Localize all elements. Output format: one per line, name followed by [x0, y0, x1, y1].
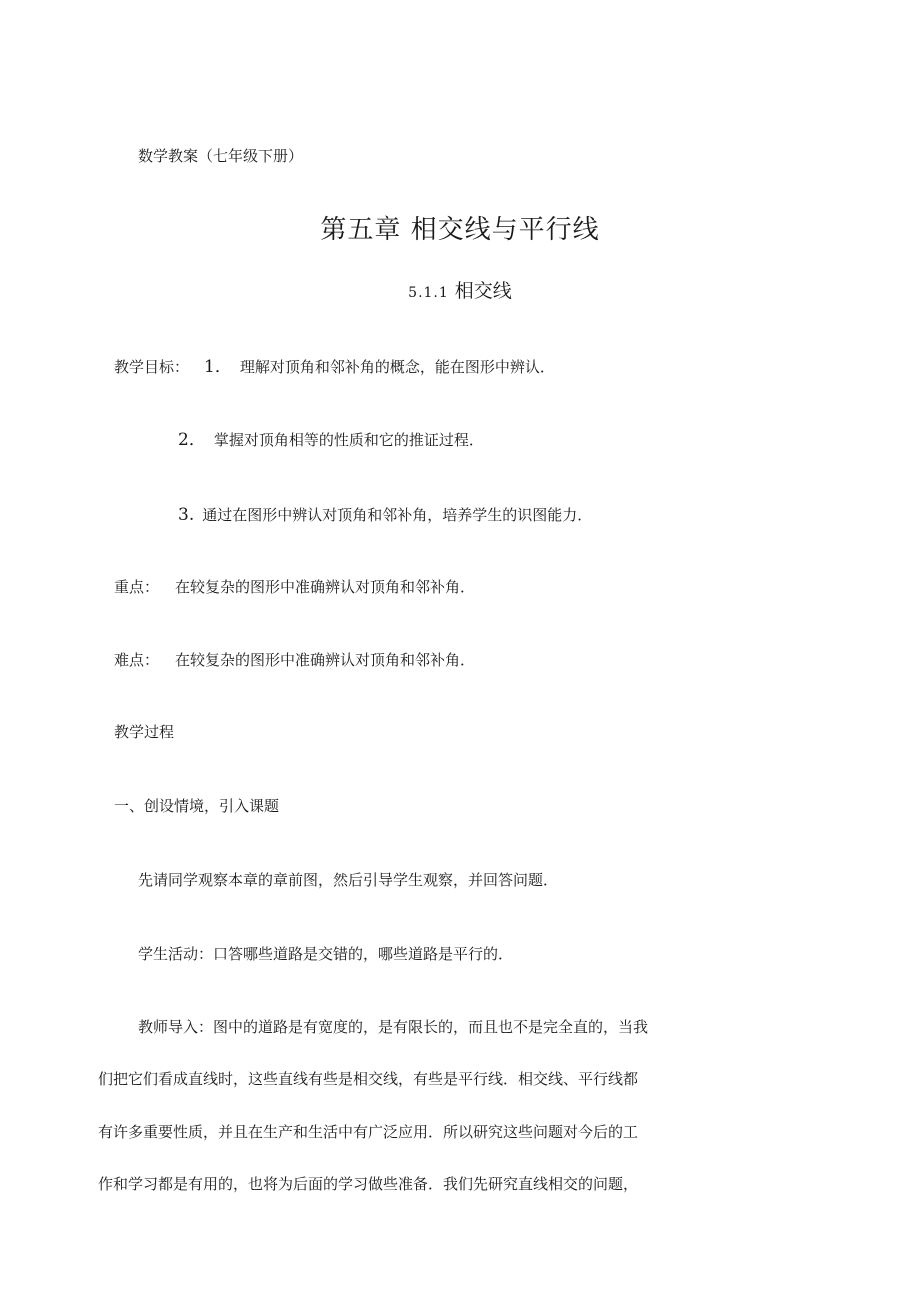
- paragraph-line: 学生活动：口答哪些道路是交错的，哪些道路是平行的．: [138, 945, 514, 963]
- objective-text: 通过在图形中辨认对顶角和邻补角，培养学生的识图能力．: [202, 506, 593, 524]
- objective-item: [204, 357, 555, 377]
- objective-number: 2．: [178, 430, 206, 450]
- paragraph-line: 先请同学观察本章的章前图，然后引导学生观察，并回答问题．: [138, 871, 559, 889]
- objective-item: [178, 505, 592, 525]
- difficulty: [114, 650, 475, 670]
- difficulty-text: 在较复杂的图形中准确辨认对顶角和邻补角．: [175, 651, 476, 669]
- objective-text: 掌握对顶角相等的性质和它的推证过程．: [213, 431, 484, 449]
- key-point-label: 重点：: [114, 578, 160, 596]
- chapter-title: 第五章 相交线与平行线: [320, 215, 600, 245]
- difficulty-label: 难点：: [114, 651, 160, 669]
- section-number: 5.1.1: [408, 285, 449, 301]
- objective-number: 1．: [204, 357, 232, 377]
- objective-text: 理解对顶角和邻补角的概念，能在图形中辨认．: [239, 358, 555, 376]
- process-title: 教学过程: [114, 723, 175, 741]
- key-point-text: 在较复杂的图形中准确辨认对顶角和邻补角．: [175, 578, 476, 596]
- paragraph-line: 有许多重要性质，并且在生产和生活中有广泛应用．所以研究这些问题对今后的工: [98, 1123, 639, 1141]
- objective-item: [178, 430, 484, 450]
- paragraph-line: 们把它们看成直线时，这些直线有些是相交线，有些是平行线．相交线、平行线都: [98, 1070, 639, 1088]
- objectives-label: 教学目标：: [114, 358, 190, 376]
- key-point: [114, 577, 475, 597]
- section-heading: [0, 278, 920, 306]
- paragraph-line: 教师导入：图中的道路是有宽度的，是有限长的，而且也不是完全直的，当我: [138, 1018, 649, 1036]
- step-title: 一、创设情境，引入课题: [114, 797, 280, 815]
- section-title: 相交线: [454, 280, 512, 302]
- document-header: 数学教案（七年级下册）: [138, 147, 304, 165]
- paragraph-line: 作和学习都是有用的，也将为后面的学习做些准备．我们先研究直线相交的问题，: [98, 1175, 639, 1193]
- objective-number: 3.: [178, 505, 195, 525]
